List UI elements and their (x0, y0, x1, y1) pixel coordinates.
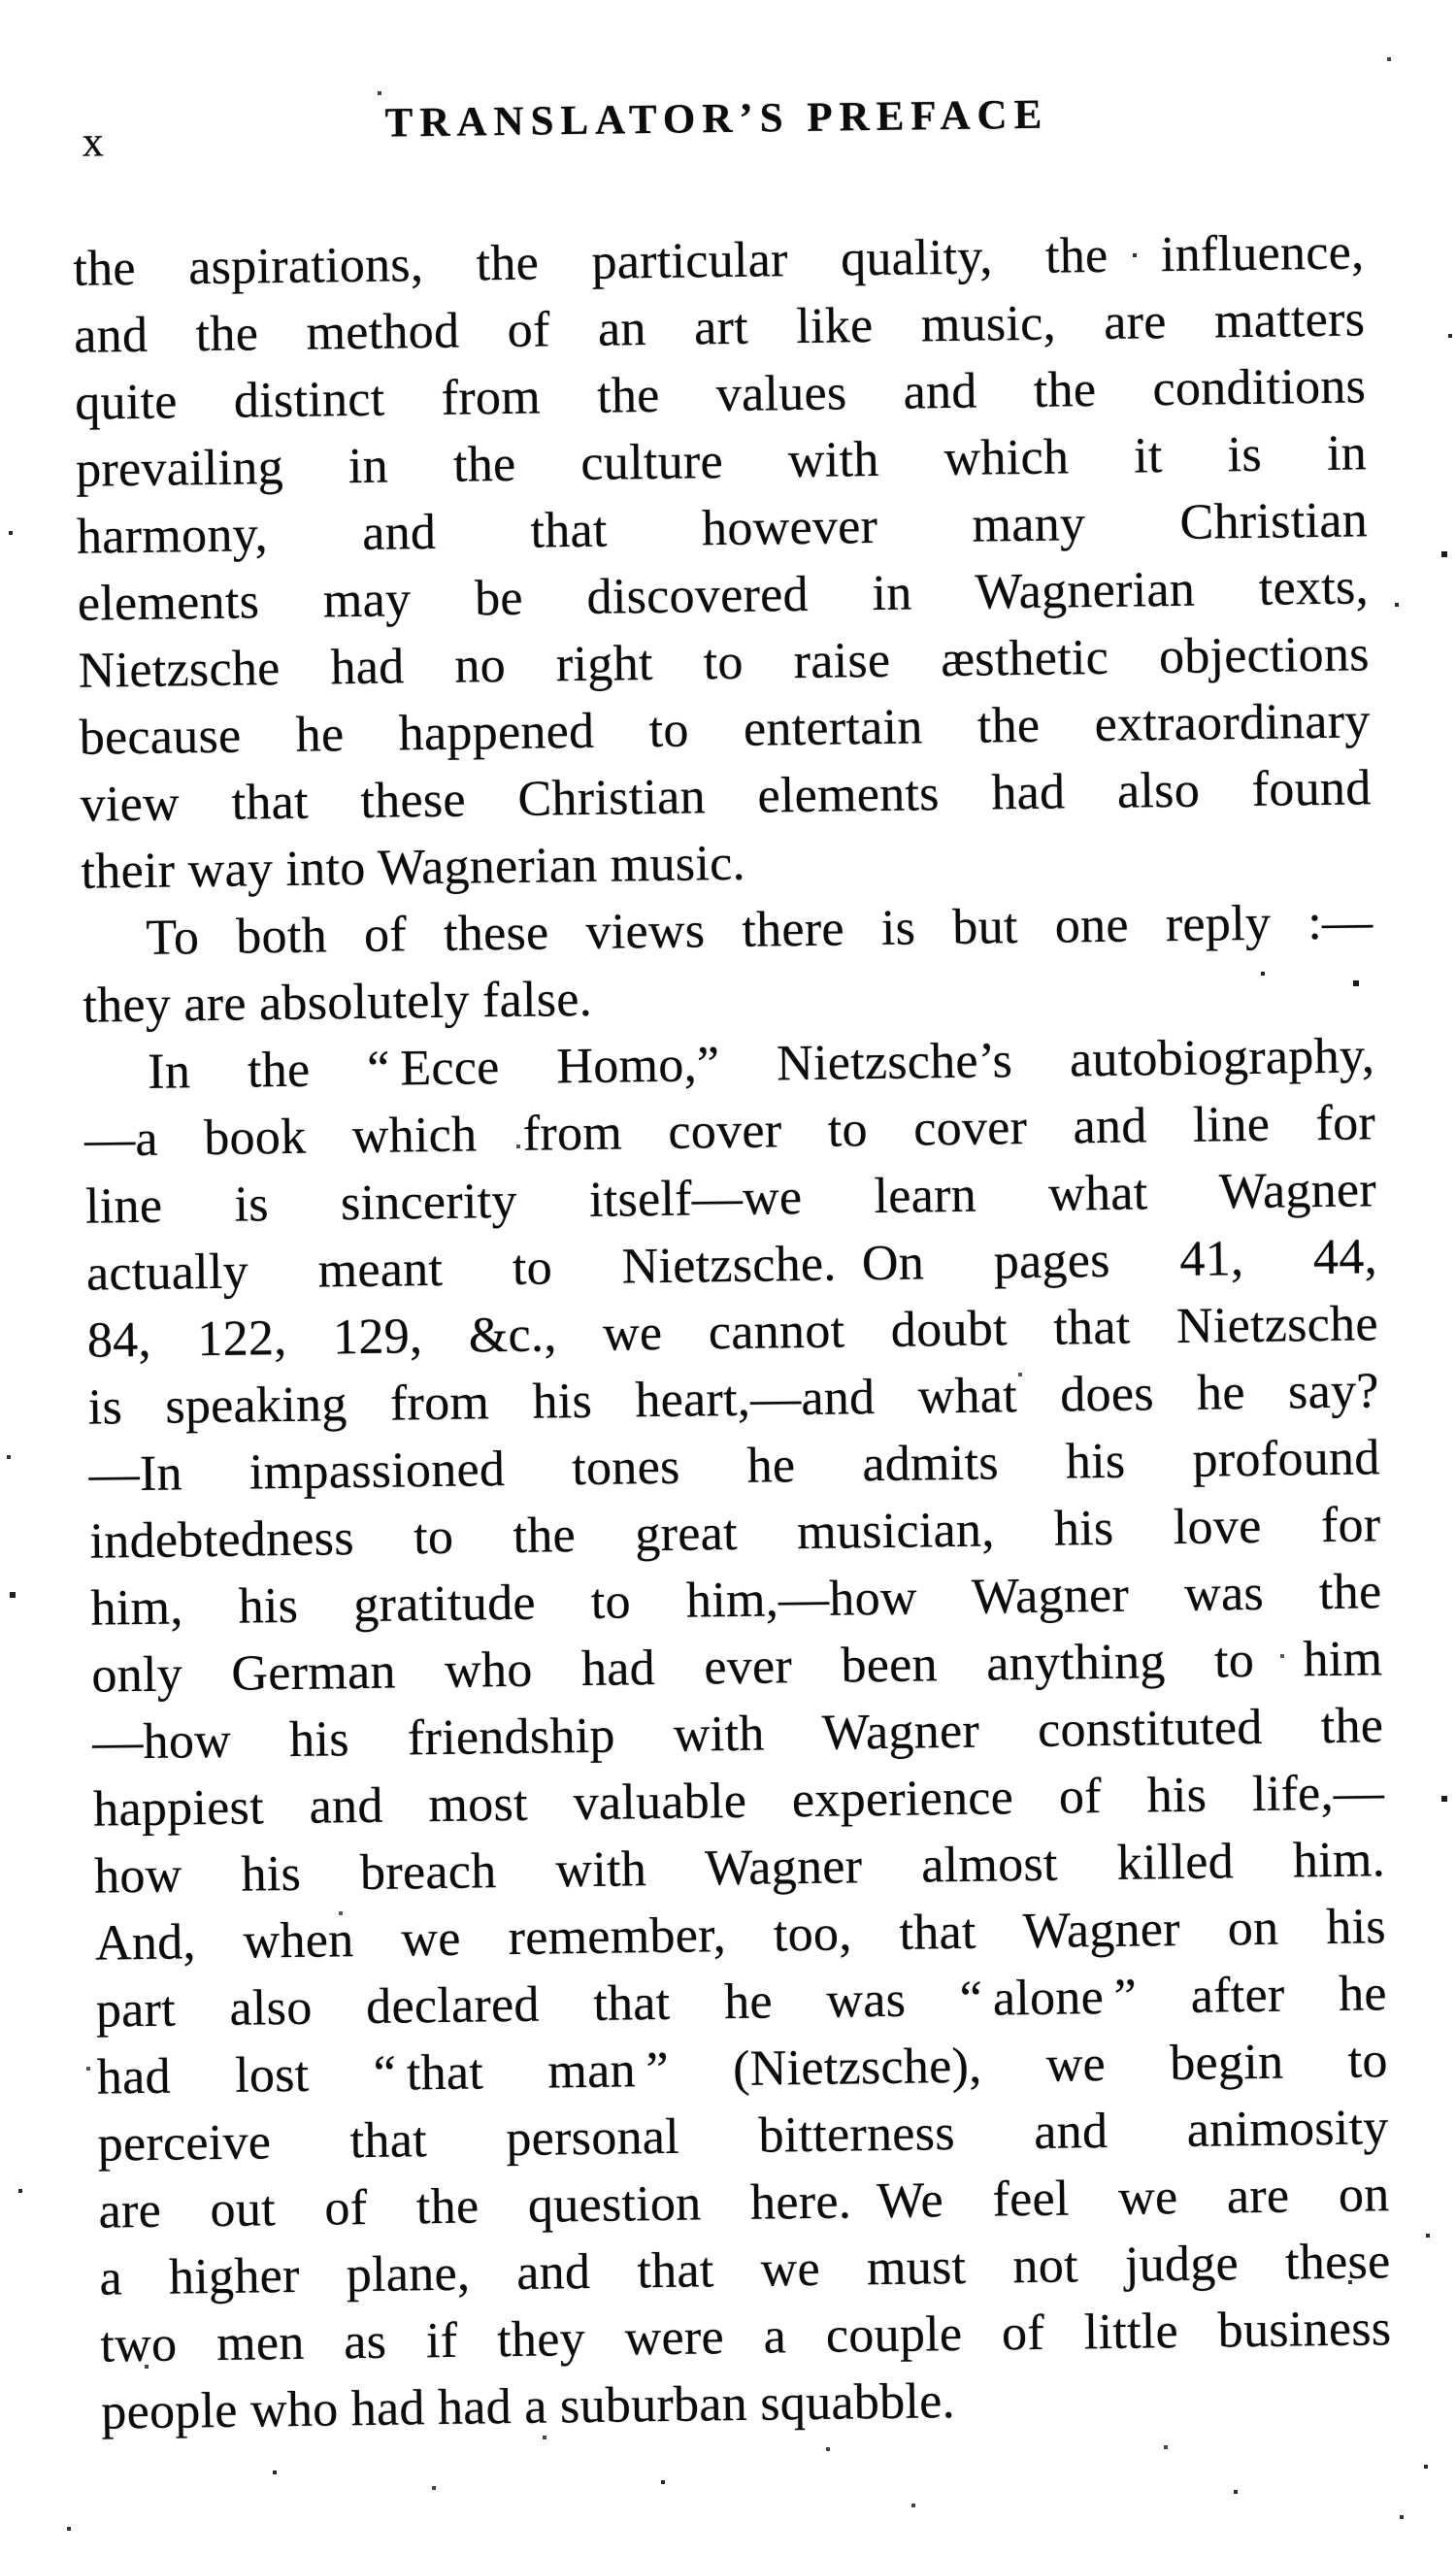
text-line: because he happened to entertain the extraordinary (79, 693, 1372, 766)
page-title: TRANSLATOR’S PREFACE (384, 91, 1049, 147)
text-line: him, his gratitude to him,—how Wagner was the (90, 1564, 1382, 1637)
text-line: had lost “ that man ” (Nietzsche), we begin to (96, 2033, 1389, 2106)
text-line: quite distinct from the values and the conditions (74, 358, 1367, 431)
text-line: In the “ Ecce Homo,” Nietzsche’s autobiography, (147, 1028, 1375, 1100)
text-line: and the method of an art like music, are matters (73, 291, 1366, 364)
text-line: their way into Wagnerian music. (81, 835, 746, 900)
text-line: harmony, and that however many Christian (76, 492, 1369, 565)
text-line: people who had had a suburban squabble. (100, 2373, 956, 2440)
text-line: view that these Christian elements had also found (80, 760, 1372, 833)
text-line: —In impassioned tones he admits his profound (88, 1430, 1380, 1503)
text-line: —how his friendship with Wagner constituted the (91, 1698, 1384, 1771)
text-line: only German who had ever been anything to him (91, 1631, 1383, 1704)
page-number: x (82, 117, 105, 166)
text-line: prevailing in the culture with which it is in (75, 425, 1368, 498)
text-line: indebtedness to the great musician, his love for (89, 1497, 1381, 1570)
text-line: two men as if they were a couple of little business (100, 2301, 1392, 2373)
text-line: a higher plane, and that we must not judge these (99, 2234, 1391, 2306)
text-line: elements may be discovered in Wagnerian texts, (77, 559, 1370, 632)
text-line: To both of these views there is but one reply :— (146, 894, 1373, 966)
text-line: Nietzsche had no right to raise æsthetic objections (78, 626, 1371, 699)
text-line: they are absolutely false. (82, 971, 593, 1034)
text-line: the aspirations, the particular quality, the influence, (73, 224, 1365, 297)
text-line: actually meant to Nietzsche. On pages 41, 44, (85, 1229, 1378, 1302)
scan-noise-specks (0, 0, 2, 2)
text-line: is speaking from his heart,—and what does he say? (87, 1363, 1380, 1436)
text-line: how his breach with Wagner almost killed him. (93, 1832, 1386, 1905)
body-text (73, 218, 1393, 2445)
text-line: are out of the question here. We feel we are on (98, 2167, 1390, 2239)
text-line: And, when we remember, too, that Wagner on his (94, 1899, 1387, 1972)
text-line: happiest and most valuable experience of his life,— (92, 1765, 1385, 1838)
text-line: perceive that personal bitterness and animosity (97, 2100, 1389, 2173)
text-line: line is sincerity itself—we learn what Wagner (84, 1162, 1377, 1235)
text-line: 84, 122, 129, &c., we cannot doubt that Nietzsche (86, 1296, 1379, 1369)
text-line: —a book which from cover to cover and line for (83, 1095, 1376, 1168)
running-header (0, 85, 1445, 179)
text-line: part also declared that he was “ alone ” after he (95, 1966, 1388, 2039)
